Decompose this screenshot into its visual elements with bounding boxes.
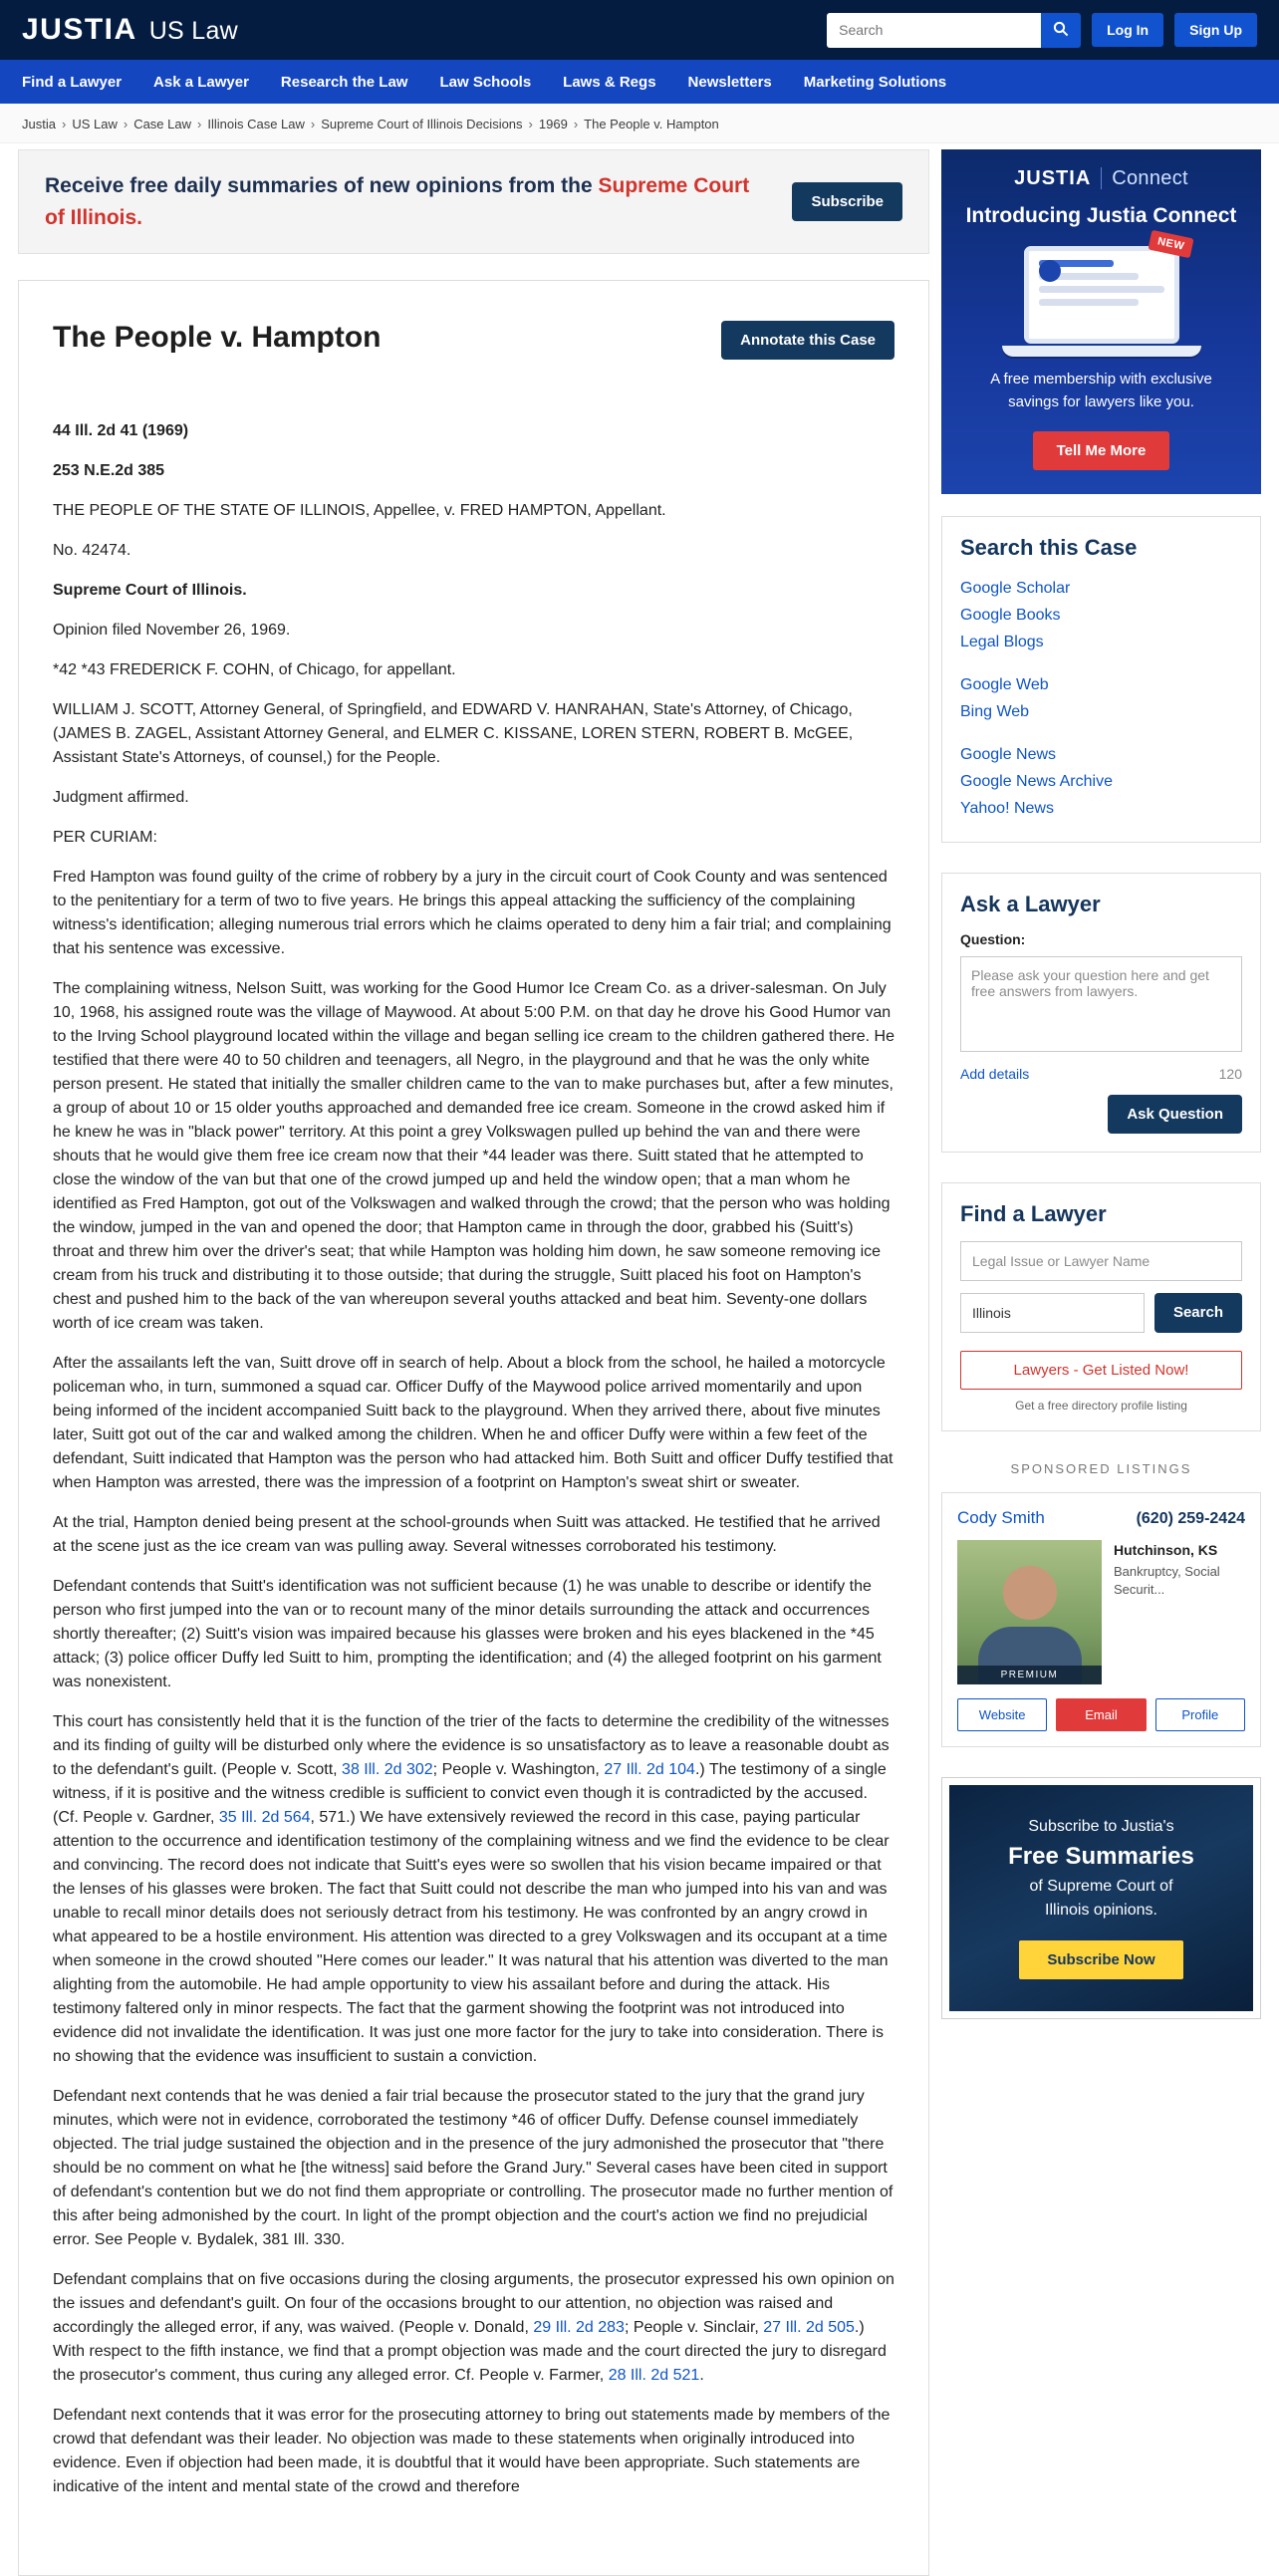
lawyer-location: Hutchinson, KS [1114,1542,1218,1558]
lawyer-photo-head [1003,1566,1057,1620]
search-link[interactable]: Google News [960,746,1057,763]
nav-item[interactable]: Find a Lawyer [22,73,123,91]
justia-connect-promo [941,149,1261,494]
search-link[interactable]: Google Scholar [960,580,1071,597]
profile-avatar-icon [1039,260,1061,282]
search-link-group [960,671,1242,725]
lawyer-phone: (620) 259-2424 [1136,1510,1245,1527]
breadcrumb-separator: › [197,117,202,131]
banner-text [45,170,772,233]
char-count: 120 [1218,1066,1242,1082]
breadcrumb-item[interactable]: Case Law [133,117,191,131]
laptop-base [1002,346,1201,357]
search-button[interactable] [1041,13,1081,48]
signup-button[interactable]: Sign Up [1174,13,1257,47]
content-area [0,143,1279,2576]
nav-item[interactable]: Laws & Regs [563,73,656,91]
breadcrumb-item[interactable]: Illinois Case Law [207,117,305,131]
search-this-case-box [941,516,1261,843]
nav-item[interactable]: Marketing Solutions [803,73,947,91]
case-title: The People v. Hampton [53,321,382,354]
main-column [18,149,929,2576]
connect-title: Introducing Justia Connect [965,204,1237,227]
sponsored-lawyer-card [941,1492,1261,1747]
citation-link[interactable]: 27 Ill. 2d 104 [604,1761,695,1778]
opinion-paragraph: Defendant next contends that it was error for the prosecuting attorney to bring out statements made by members of the crowd that defendant was their leader. No objection was made to these statements when originally introduced into evidence. Even if objection had been made, it is doubtful that it would have been appropriate. Such statements are indicative of the intent and mental state of the crowd and therefore [53,2407,891,2495]
case-docket: No. 42474. [53,542,131,559]
search-link[interactable]: Google Books [960,607,1061,624]
search-link[interactable]: Google News Archive [960,773,1113,790]
banner-subscribe-button[interactable]: Subscribe [792,182,902,221]
lawyer-photo[interactable] [957,1540,1102,1684]
breadcrumb-item[interactable]: 1969 [538,117,568,131]
case-disposition: Judgment affirmed. [53,789,189,806]
breadcrumb-item: The People v. Hampton [584,117,719,131]
subscribe-now-button[interactable]: Subscribe Now [1019,1940,1182,1979]
ask-question-button[interactable]: Ask Question [1108,1095,1242,1134]
case-citation-2: 253 N.E.2d 385 [53,462,165,479]
header-search [827,13,1081,48]
opinion-paragraph: After the assailants left the van, Suitt drove off in search of help. About a block from the school, he hailed a motorcycle policeman who, in turn, summoned a squad car. Officer Duffy of the Maywood police arrived momentarily and upon being informed of the incident accompanied Suitt back to the playground. When they arrived there, about five minutes later, Suitt got out of the car and walked among the children. When he and officer Duffy were within a few feet of the defendant, Suitt indicated that Hampton was the person who had attacked him. Both Suitt and officer Duffy testified that when Hampton was arrested, there was the impression of a footprint on Hampton's sweat shirt or sweater. [53,1355,894,1491]
laptop-illustration [1002,235,1201,357]
case-counsel-appellant: *42 *43 FREDERICK F. COHN, of Chicago, for appellant. [53,661,456,678]
breadcrumb-item[interactable]: Justia [22,117,56,131]
search-link-group [960,741,1242,822]
location-search-row [960,1293,1242,1333]
sponsored-listings-heading: SPONSORED LISTINGS [1010,1461,1192,1476]
opinion-paragraph: Defendant complains that on five occasions during the closing arguments, the prosecutor expressed his own opinion on the issues and defendant's guilt. On four of the occasions brought to our attention, no objection was raised and accordingly the alleged error, if any, was waived. (People v. Donald, 29 Ill. 2d 283; People v. Sinclair, 27 Ill. 2d 505.) With respect to the fifth instance, we find that a prompt objection was made and the court directed the jury to disregard the prosecutor's comment, thus curing any alleged error. Cf. People v. Farmer, 28 Ill. 2d 521. [53,2271,895,2384]
citation-link[interactable]: 27 Ill. 2d 505 [763,2319,855,2336]
screen-line [1039,299,1140,306]
lawyer-practice-areas: Bankruptcy, Social Securit... [1114,1564,1220,1598]
ask-a-lawyer-title: Ask a Lawyer [960,892,1101,916]
subscribe-line-4: Illinois opinions. [1045,1902,1157,1919]
breadcrumb [0,104,1279,143]
legal-issue-row [960,1241,1242,1281]
main-nav [0,60,1279,104]
find-a-lawyer-title: Find a Lawyer [960,1201,1107,1226]
case-card [18,280,929,2576]
lawyer-name-link[interactable]: Cody Smith [957,1508,1045,1527]
screen-line [1039,286,1164,293]
opinion-paragraph: Defendant contends that Suitt's identification was not sufficient because (1) he was unable to describe or identify the person who first jumped into the van or to recount many of the minor details surrounding the attack and occurrences shortly thereafter; (2) Suitt's vision was impaired because his glasses were broken and his eyes blackened in the *45 attack; (3) police officer Duffy led Suitt to him, prompting the identification; and (4) the alleged footprint on his garment was nonexistent. [53,1578,882,1690]
find-a-lawyer-box [941,1182,1261,1431]
lawyer-card-buttons [957,1698,1245,1731]
lawyer-profile-button[interactable]: Profile [1155,1698,1245,1731]
citation-link[interactable]: 38 Ill. 2d 302 [342,1761,433,1778]
subscribe-line-2: Free Summaries [1008,1843,1194,1870]
daily-summaries-banner [18,149,929,254]
case-filed-date: Opinion filed November 26, 1969. [53,622,291,639]
free-listing-caption: Get a free directory profile listing [1015,1399,1187,1413]
opinion-paragraph: Defendant next contends that he was denied a fair trial because the prosecutor stated to the jury that the grand jury minutes, which were not in evidence, corroborated the testimony *46 of officer Duffy. Defense counsel immediately objected. The trial judge sustained the objection and in the presence of the jury admonished the prosecutor that "there should be no comment on what he [the witness] said before the Grand Jury." Several cases have been cited in support of defendant's contention but we do not find them appropriate or controlling. The prosecutor made no further mention of this after being admonished by the court. In light of the prompt objection and the court's action we find no prejudicial error. See People v. Bydalek, 381 Ill. 330. [53,2088,894,2248]
case-counsel-people: WILLIAM J. SCOTT, Attorney General, of Springfield, and EDWARD V. HANRAHAN, State's Attorney, of Chicago, (JAMES B. ZAGEL, Assistant Attorney General, and ELMER C. KISSANE, LOREN STERN, ROBERT B. McGEE, Assistant State's Attorneys, of counsel,) for the People. [53,701,854,766]
sidebar [941,149,1261,2049]
banner-text-highlight: Supreme Court of Illinois. [45,174,750,229]
breadcrumb-separator: › [310,117,316,131]
search-link-group [960,575,1242,655]
subscribe-summaries-inner [949,1785,1253,2011]
ask-question-row [960,1095,1242,1134]
nav-item[interactable]: Research the Law [280,73,408,91]
lawyer-website-button[interactable]: Website [957,1698,1047,1731]
case-meta [53,419,895,850]
premium-badge: PREMIUM [957,1666,1102,1684]
annotate-case-button[interactable]: Annotate this Case [721,321,895,360]
lawyer-card-top [957,1508,1245,1528]
justia-logo[interactable] [22,13,238,47]
connect-logo-suffix: Connect [1101,167,1188,189]
login-button[interactable]: Log In [1092,13,1163,47]
question-label: Question: [960,931,1026,947]
laptop-screen [1024,246,1179,344]
case-citation-1: 44 Ill. 2d 41 (1969) [53,422,189,439]
ask-a-lawyer-box [941,873,1261,1153]
search-input[interactable] [827,13,1041,48]
lawyer-search-button[interactable]: Search [1154,1293,1242,1333]
legal-issue-input[interactable] [960,1241,1242,1281]
banner-text-prefix: Receive free daily summaries of new opinions from the [45,174,599,197]
add-details-link[interactable]: Add details [960,1066,1030,1082]
site-header [0,0,1279,60]
citation-link[interactable]: 28 Ill. 2d 521 [608,2367,700,2384]
search-link[interactable]: Google Web [960,676,1049,693]
opinion-paragraph: At the trial, Hampton denied being present at the school-grounds when Suitt was attacked. He testified that he arrived at the scene just as the ice cream van was pulling away. Several witnesses corroborated his testimony. [53,1514,881,1555]
breadcrumb-item[interactable]: Supreme Court of Illinois Decisions [321,117,523,131]
lawyer-info [1114,1540,1245,1684]
subscribe-line-3: of Supreme Court of [1029,1878,1173,1895]
case-court: Supreme Court of Illinois. [53,582,247,599]
citation-link[interactable]: 29 Ill. 2d 283 [533,2319,625,2336]
justia-connect-logo [957,167,1245,190]
logo-text: JUSTIA [22,13,137,46]
connect-tagline: A free membership with exclusive savings for lawyers like you. [990,371,1212,410]
opinion-body [53,866,895,2499]
breadcrumb-separator: › [573,117,579,131]
breadcrumb-separator: › [61,117,67,131]
new-badge: NEW [1149,230,1194,259]
breadcrumb-item[interactable]: US Law [72,117,118,131]
search-this-case-title: Search this Case [960,535,1138,560]
opinion-author: PER CURIAM: [53,829,157,846]
subscribe-line-1: Subscribe to Justia's [1028,1818,1174,1835]
lawyer-card-body [957,1540,1245,1684]
search-link[interactable]: Bing Web [960,703,1030,720]
tell-me-more-button[interactable]: Tell Me More [1033,431,1170,470]
lawyer-email-button[interactable]: Email [1056,1698,1146,1731]
search-case-links [960,575,1242,822]
nav-item[interactable]: Newsletters [687,73,772,91]
connect-logo-text: JUSTIA [1014,167,1092,189]
nav-item[interactable]: Law Schools [439,73,532,91]
nav-item[interactable]: Ask a Lawyer [153,73,249,91]
opinion-paragraph: Fred Hampton was found guilty of the crime of robbery by a jury in the circuit court of Cook County and was sentenced to the penitentiary for a term of two to five years. He brings this appeal attacking the sufficiency of the complaining witness's identification; alleging numerous trial errors which he claims operated to deny him a fair trial; and complaining that his sentence was excessive. [53,869,892,957]
citation-link[interactable]: 35 Ill. 2d 564 [218,1809,311,1826]
case-header [53,321,895,360]
opinion-paragraph: This court has consistently held that it is the function of the trier of the facts to determine the credibility of the witnesses and its finding of guilty will be disturbed only where the evidence is so unsatisfactory as to leave a reasonable doubt as to the defendant's guilt. (People v. Scott, 38 Ill. 2d 302; People v. Washington, 27 Ill. 2d 104.) The testimony of a single witness, if it is positive and the witness credible is sufficient to convict even though it is contradicted by the accused. (Cf. People v. Gardner, 35 Ill. 2d 564, 571.) We have extensively reviewed the record in this case, paying particular attention to the occurrence and identification testimony of the complaining witness and we find the evidence to be clear and convincing. The record does not indicate that Suitt's eyes were so swollen that his vision became impaired or that the lenses of his glasses were broken. The fact that Suitt could not describe the man who jumped into his van and was unable to recall minor details does not seriously detract from his testimony. He was confronted by an angry crowd in what appeared to be a hostile environment. His attention was directed to a grey Volkswagen and its occupant at a time when someone in the crowd shouted "Here comes our leader." It was natural that his attention was diverted to the man alighting from the automobile. He had ample opportunity to view his assailant before and during the attack. His testimony faltered only in minor respects. The fact that the garment showing the footprint was not introduced into evidence did not invalidate the identification. It was just one more factor for the jury to take into consideration. There is no showing that the evidence was insufficient to sustain a conviction. [53,1713,890,2065]
breadcrumb-separator: › [528,117,533,131]
search-link[interactable]: Legal Blogs [960,634,1044,650]
logo-suffix: US Law [148,17,239,45]
case-parties: THE PEOPLE OF THE STATE OF ILLINOIS, Appellee, v. FRED HAMPTON, Appellant. [53,502,666,519]
question-meta-row [960,1066,1242,1082]
breadcrumb-separator: › [123,117,128,131]
get-listed-button[interactable]: Lawyers - Get Listed Now! [960,1351,1242,1390]
search-icon [1053,21,1069,40]
location-input[interactable] [960,1293,1145,1333]
subscribe-summaries-box [941,1777,1261,2019]
opinion-paragraph: The complaining witness, Nelson Suitt, was working for the Good Humor Ice Cream Co. as a driver-salesman. On July 10, 1968, his assigned route was the village of Maywood. At about 5:00 P.M. on that day he drove his Good Humor van to the Irving School playground located within the village and began selling ice cream to the children gathered there. He testified that there were 40 to 50 children and teenagers, all Negro, in the playground and that he was the only white person present. He stated that initially the smaller children came to the van to make purchases but, after a few minutes, a group of about 10 or 15 older youths approached and demanded free ice cream. Someone in the crowd asked him if he knew he was in "black power" territory. At this point a grey Volkswagen pulled up behind the van and there were shouts that he would give them free ice cream now that their *44 leader was there. Suitt stated that he attempted to close the window of the van but that one of the crowd jumped up and held the window open; that a man whom he identified as Fred Hampton, got out of the Volkswagen and walked through the crowd; that the person who was holding the window, jumped in the van and opened the door; that Hampton came in through the door, grabbed his (Suitt's) throat and threw him over the driver's seat; that while Hampton was holding him down, he saw someone removing ice cream from his truck and distributing it to those outside; that during the struggle, Suitt placed his foot on Hampton's chest and pushed him to the back of the van whereupon several youths attacked and beat him. Seventy-one dollars worth of ice cream was taken. [53,980,895,1332]
search-link[interactable]: Yahoo! News [960,800,1054,817]
question-textarea[interactable] [960,956,1242,1052]
